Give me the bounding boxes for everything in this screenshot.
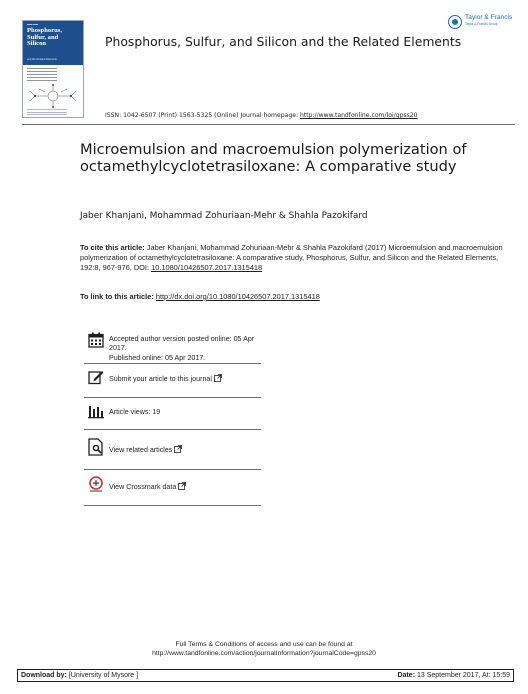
article-link-label: To link to this article:	[80, 292, 156, 301]
related-articles-link[interactable]	[109, 445, 265, 455]
published-date: Published online: 05 Apr 2017.	[109, 354, 206, 362]
info-divider	[84, 397, 261, 398]
publisher-name: Taylor & Francis	[465, 14, 513, 21]
cover-title	[27, 28, 81, 48]
download-date	[398, 672, 510, 679]
submit-article-row[interactable]	[88, 369, 260, 387]
crossmark-link[interactable]	[109, 482, 265, 492]
article-doi-url[interactable]: http://dx.doi.org/10.1080/10426507.2017.1315418	[155, 292, 320, 301]
terms-url[interactable]: http://www.tandfonline.com/action/journalInformation?journalCode=gpss20	[152, 650, 376, 657]
download-by-value: [University of Mysore ]	[66, 672, 139, 679]
download-date-value: 13 September 2017, At: 15:59	[415, 672, 510, 679]
download-by	[21, 672, 138, 679]
citation-doi-link[interactable]: 10.1080/10426507.2017.1315418	[151, 262, 263, 272]
article-title: Microemulsion and macroemulsion polymerization of octamethylcyclotetrasiloxane: A comparative study	[80, 141, 467, 176]
accepted-date: Accepted author version posted online: 05 Apr 2017.	[109, 335, 255, 353]
article-link-line	[80, 292, 510, 302]
taylor-francis-logo-icon	[448, 15, 462, 29]
journal-homepage-link[interactable]: http://www.tandfonline.com/loi/gpss20	[299, 112, 418, 119]
download-by-label: Download by:	[21, 672, 67, 679]
citation-text: Jaber Khanjani, Mohammad Zohuriaan-Mehr & Shahla Pazokifard (2017) Microemulsion and macroemulsion polymerization of octamethylcyclotetrasiloxane: A comparative study, Phosphorus, Sulfur, and Silicon and the Related Elements, 192:8, 967-976, DOI:	[80, 243, 503, 272]
document-search-icon	[88, 438, 104, 456]
crossmark-icon	[88, 476, 104, 494]
issn-line	[105, 112, 520, 119]
submit-article-link[interactable]	[109, 374, 265, 384]
external-link-icon	[178, 482, 186, 490]
citation-block	[80, 243, 510, 272]
bar-chart-icon	[88, 403, 104, 419]
external-link-icon	[214, 374, 222, 382]
cover-subtitle: and the Related Elements	[27, 58, 57, 61]
terms-conditions	[0, 640, 528, 658]
download-info-bar	[17, 669, 514, 682]
info-divider	[84, 469, 261, 470]
edit-icon	[88, 369, 104, 385]
journal-name[interactable]: Phosphorus, Sulfur, and Silicon and the Related Elements	[105, 34, 462, 49]
info-divider	[84, 505, 261, 506]
cover-title-line: Sulfur, and	[27, 33, 59, 41]
calendar-icon	[88, 332, 104, 348]
cover-footer-lines	[27, 109, 67, 117]
taylor-francis-logo[interactable]	[448, 14, 516, 36]
issn-text: ISSN: 1042-6507 (Print) 1563-5325 (Online) Journal homepage:	[105, 112, 300, 119]
info-divider	[84, 363, 261, 364]
crossmark-text: View Crossmark data	[109, 483, 177, 491]
cover-text-lines	[27, 68, 57, 83]
info-divider	[84, 429, 261, 430]
article-authors: Jaber Khanjani, Mohammad Zohuriaan-Mehr & Shahla Pazokifard	[80, 211, 368, 221]
crossmark-row[interactable]	[88, 476, 260, 496]
cover-molecule-graphic	[25, 83, 81, 109]
citation-label: To cite this article:	[80, 243, 145, 252]
submit-article-text: Submit your article to this journal	[109, 375, 212, 383]
article-views-row	[88, 403, 260, 421]
cover-title-line: Phosphorus,	[27, 27, 62, 34]
header-divider	[22, 124, 515, 125]
terms-text: Full Terms & Conditions of access and use can be found at	[175, 641, 353, 648]
related-articles-text: View related articles	[109, 446, 173, 454]
journal-cover-thumbnail	[22, 20, 84, 118]
cover-header	[23, 21, 83, 65]
cover-title-line: Silicon	[27, 40, 47, 48]
external-link-icon	[174, 445, 182, 453]
download-date-label: Date:	[397, 672, 416, 679]
article-views: Article views: 19	[109, 408, 161, 416]
publication-dates-row	[88, 332, 260, 366]
related-articles-row[interactable]	[88, 438, 260, 460]
publisher-tagline: Taylor & Francis Group	[465, 22, 498, 26]
cover-volume-line: ▬▬ ▬▬	[27, 23, 39, 26]
